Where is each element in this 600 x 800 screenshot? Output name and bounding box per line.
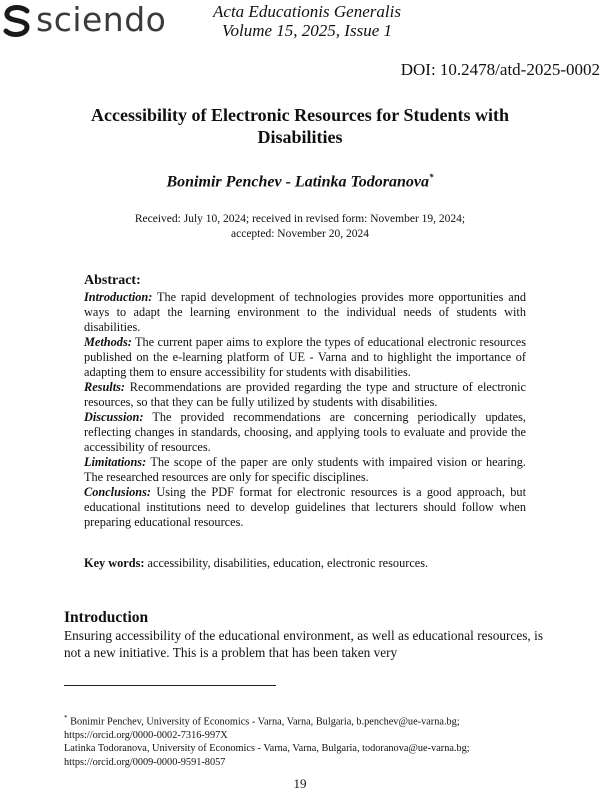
- title-line-2: Disabilities: [257, 127, 343, 147]
- keywords: [84, 556, 526, 571]
- authors-names: Bonimir Penchev - Latinka Todoranova: [166, 173, 430, 191]
- publisher-logo: [0, 0, 196, 44]
- footnote-orcid-1[interactable]: https://orcid.org/0000-0002-7316-997X: [64, 729, 228, 741]
- abstract-limitations: [84, 455, 526, 485]
- footnote-line-1: [64, 712, 543, 729]
- doi-link[interactable]: DOI: 10.2478/atd-2025-0002: [400, 60, 600, 79]
- section-text: Using the PDF format for electronic resources is a good approach, but educational institutions need to develop guidelines that lecturers should follow when preparing educational resources.: [84, 485, 526, 529]
- footnote-author-2[interactable]: Latinka Todoranova, University of Economics - Varna, Varna, Bulgaria, todoranova@ue-varna.bg;: [64, 743, 470, 755]
- abstract-introduction: [84, 290, 526, 335]
- keywords-label: Key words:: [84, 556, 145, 570]
- article-authors: [60, 172, 540, 191]
- introduction-heading: Introduction: [64, 609, 149, 626]
- footnote-orcid-2[interactable]: https://orcid.org/0009-0000-9591-8057: [64, 756, 226, 768]
- abstract-methods: [84, 335, 526, 380]
- section-text: The current paper aims to explore the types of educational electronic resources published on the e-learning platform of UE - Varna and to highlight the importance of adapting them to ensure accessibility for students with disabilities.: [84, 335, 526, 379]
- keywords-text: accessibility, disabilities, education, electronic resources.: [147, 556, 429, 570]
- footnote-author-1[interactable]: Bonimir Penchev, University of Economics - Varna, Varna, Bulgaria, b.penchev@ue-varna.bg;: [70, 716, 460, 728]
- author-footnote: [64, 712, 543, 769]
- section-label: Methods:: [84, 335, 132, 349]
- received-line-1: Received: July 10, 2024; received in revised form: November 19, 2024;: [134, 213, 466, 225]
- section-label: Limitations:: [84, 455, 147, 469]
- page-number: 19: [293, 776, 307, 791]
- section-label: Introduction:: [84, 290, 153, 304]
- abstract-heading: Abstract:: [84, 273, 141, 288]
- section-text: Recommendations are provided regarding the type and structure of electronic resources, so that they can be fully utilized by students with disabilities.: [84, 380, 526, 409]
- abstract-conclusions: [84, 485, 526, 530]
- title-line-1: Accessibility of Electronic Resources for Students with: [91, 105, 509, 125]
- author-footnote-mark[interactable]: *: [429, 172, 434, 182]
- received-dates: [80, 212, 520, 242]
- section-text: The scope of the paper are only students with impaired vision or hearing. The researched resources are only for specific disciplines.: [84, 455, 526, 484]
- section-text: The provided recommendations are concerning periodically updates, reflecting changes in standards, choosing, and applying tools to evaluate and provide the accessibility of resources.: [84, 410, 526, 454]
- section-label: Results:: [84, 380, 125, 394]
- footnote-mark: *: [64, 714, 68, 722]
- received-line-2: accepted: November 20, 2024: [231, 228, 369, 240]
- abstract-results: [84, 380, 526, 410]
- footnote-divider: [64, 685, 276, 686]
- section-text: The rapid development of technologies provides more opportunities and ways to adapt the learning environment to the individual needs of students with disabilities.: [84, 290, 526, 334]
- sciendo-logo-icon: [0, 4, 34, 38]
- abstract: [84, 273, 526, 530]
- journal-info: [196, 2, 418, 40]
- section-label: Conclusions:: [84, 485, 151, 499]
- logo-text: sciendo: [36, 0, 167, 39]
- journal-volume: Volume 15, 2025, Issue 1: [222, 21, 392, 40]
- journal-name: Acta Educationis Generalis: [213, 2, 401, 21]
- article-title: [60, 104, 540, 148]
- section-label: Discussion:: [84, 410, 144, 424]
- abstract-discussion: [84, 410, 526, 455]
- introduction-paragraph: Ensuring accessibility of the educational environment, as well as educational resources, is not a new initiative. This is a problem that has been taken very: [64, 628, 543, 660]
